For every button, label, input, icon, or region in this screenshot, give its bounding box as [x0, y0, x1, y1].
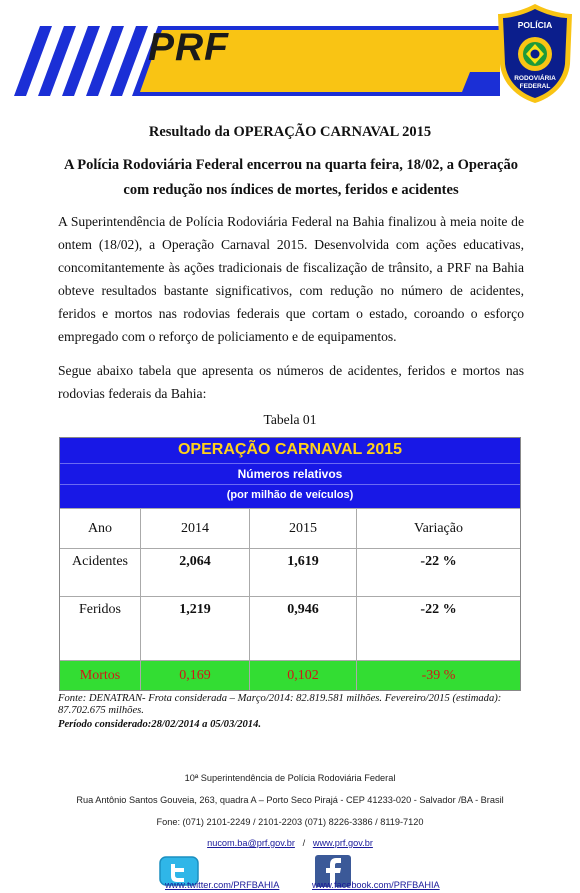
- facebook-link[interactable]: www.facebook.com/PRFBAHIA: [312, 880, 440, 890]
- row-label: Feridos: [79, 602, 121, 617]
- footer-contacts: [0, 838, 580, 848]
- badge-label-bottom-1: RODOVIÁRIA: [514, 75, 556, 82]
- table-cell: -22 %: [356, 549, 520, 596]
- badge-label-top: POLÍCIA: [517, 20, 553, 30]
- footer-address: Rua Antônio Santos Gouveia, 263, quadra A – Porto Seco Pirajá - CEP 41233-020 - Salvador /BA - Brasil: [76, 795, 504, 805]
- footer-org-name: 10ª Superintendência de Polícia Rodoviária Federal: [184, 773, 396, 783]
- source-note: Fonte: DENATRAN- Frota considerada – Março/2014: 82.819.581 milhões. Fevereiro/2015 (estimada): 87.702.675 milhões.: [58, 693, 502, 716]
- column-header: 2014: [140, 509, 249, 548]
- twitter-link[interactable]: www.twitter.com/PRFBAHIA: [165, 880, 280, 890]
- table-cell: 0,946: [249, 597, 356, 660]
- paragraph-intro: A Superintendência de Polícia Rodoviária Federal na Bahia finalizou à meia noite de ontem (18/02), a Operação Carnaval 2015. Desenvolvida com ações educativas, concomitantemente às ações tradicionais de fiscalização de trânsito, a PRF na Bahia obteve resultados bastante significativos, com redução no número de acidentes, feridos e mortos nas rodovias federais que cortam o estado, coroando o esforço empregado com o reforço de policiamento e de equipamentos.: [58, 214, 524, 344]
- table-row: [60, 548, 520, 596]
- table-unit-note: (por milhão de veículos): [226, 489, 354, 501]
- website-link[interactable]: www.prf.gov.br: [312, 838, 373, 848]
- article-subtitle: A Polícia Rodoviária Federal encerrou na quarta feira, 18/02, a Operação com redução nos índices de mortes, feridos e acidentes: [64, 157, 518, 198]
- paragraph-table-intro: Segue abaixo tabela que apresenta os números de acidentes, feridos e mortos nas rodovias federais da Bahia:: [58, 363, 524, 401]
- column-header: Variação: [356, 509, 520, 548]
- table-row-highlight: [60, 660, 520, 690]
- table-row: [60, 596, 520, 660]
- table-column-header-row: [60, 508, 520, 548]
- banner-stripes: [0, 0, 580, 110]
- table-cell: -22 %: [356, 597, 520, 660]
- table-cell: 1,619: [249, 549, 356, 596]
- column-header: 2015: [249, 509, 356, 548]
- table-subtitle: Números relativos: [237, 467, 343, 481]
- period-note: Período considerado:28/02/2014 a 05/03/2014.: [58, 719, 262, 730]
- prf-badge: [496, 2, 574, 104]
- contact-separator: /: [302, 838, 306, 848]
- badge-label-bottom-2: FEDERAL: [519, 83, 551, 90]
- article-title: Resultado da OPERAÇÃO CARNAVAL 2015: [148, 124, 432, 140]
- results-table: [59, 437, 521, 691]
- table-cell: 1,219: [140, 597, 249, 660]
- table-header-divider: [60, 484, 520, 485]
- table-title: OPERAÇÃO CARNAVAL 2015: [177, 441, 403, 458]
- column-header: Ano: [87, 520, 113, 536]
- footer-phone: Fone: (071) 2101-2249 / 2101-2203 (071) 8226-3386 / 8119-7120: [156, 817, 424, 827]
- table-header-block: [60, 438, 520, 508]
- row-label: Acidentes: [72, 554, 128, 569]
- table-caption: Tabela 01: [263, 412, 317, 427]
- table-header-divider: [60, 463, 520, 464]
- table-cell: -39 %: [356, 661, 520, 690]
- table-cell: 2,064: [140, 549, 249, 596]
- header-banner: [0, 0, 580, 110]
- table-cell: 0,169: [140, 661, 249, 690]
- email-link[interactable]: nucom.ba@prf.gov.br: [207, 838, 295, 848]
- prf-logo-text: PRF: [148, 26, 229, 69]
- row-label: Mortos: [79, 667, 121, 683]
- table-cell: 0,102: [249, 661, 356, 690]
